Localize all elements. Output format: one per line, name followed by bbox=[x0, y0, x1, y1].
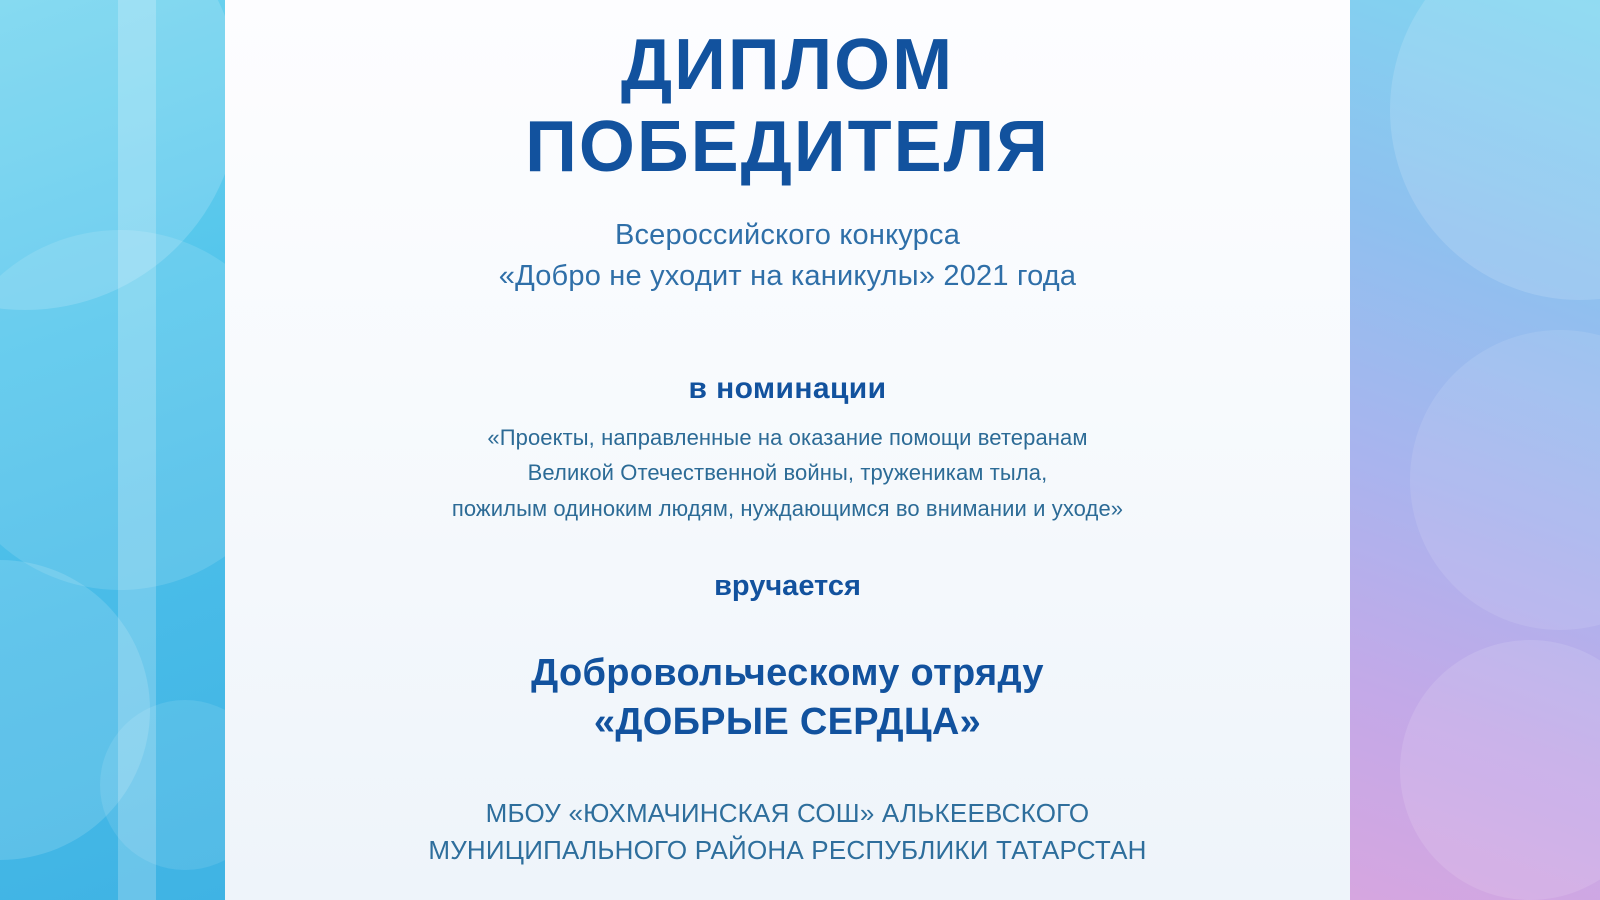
nomination-text-line-2: Великой Отечественной войны, труженикам тыла, bbox=[527, 460, 1048, 486]
left-decorative-band bbox=[0, 0, 225, 900]
paper-footer-strip bbox=[225, 882, 1350, 900]
nomination-text-line-3: пожилым одиноким людям, нуждающимся во внимании и уходе» bbox=[451, 495, 1124, 521]
nomination-text-line-1: «Проекты, направленные на оказание помощи ветеранам bbox=[487, 424, 1088, 450]
recipient-line-1: Добровольческому отряду bbox=[531, 652, 1044, 695]
decorative-circle bbox=[1390, 0, 1600, 300]
recipient-name bbox=[531, 649, 1044, 746]
recipient-line-2: «ДОБРЫЕ СЕРДЦА» bbox=[593, 701, 982, 744]
decorative-circle bbox=[0, 230, 225, 590]
organization-line-2: МУНИЦИПАЛЬНОГО РАЙОНА РЕСПУБЛИКИ ТАТАРСТАН bbox=[428, 834, 1147, 865]
certificate-content bbox=[225, 0, 1350, 900]
certificate-title-line-2: ПОБЕДИТЕЛЯ bbox=[525, 106, 1050, 187]
nomination-label: в номинации bbox=[688, 371, 887, 405]
organization-line-1: МБОУ «ЮХМАЧИНСКАЯ СОШ» АЛЬКЕЕВСКОГО bbox=[485, 797, 1090, 828]
certificate-title-line-1: ДИПЛОМ bbox=[620, 25, 955, 105]
right-decorative-band bbox=[1350, 0, 1600, 900]
decorative-circle bbox=[1400, 640, 1600, 900]
nomination-text bbox=[452, 420, 1123, 527]
awarded-label: вручается bbox=[714, 570, 861, 603]
contest-subtitle-line-1: Всероссийского конкурса bbox=[614, 219, 961, 252]
decorative-circle bbox=[1410, 330, 1600, 630]
contest-subtitle-line-2: «Добро не уходит на каникулы» 2021 года bbox=[498, 260, 1077, 293]
decorative-stripe bbox=[118, 0, 156, 900]
contest-subtitle bbox=[499, 215, 1077, 297]
organization-name bbox=[428, 795, 1146, 869]
